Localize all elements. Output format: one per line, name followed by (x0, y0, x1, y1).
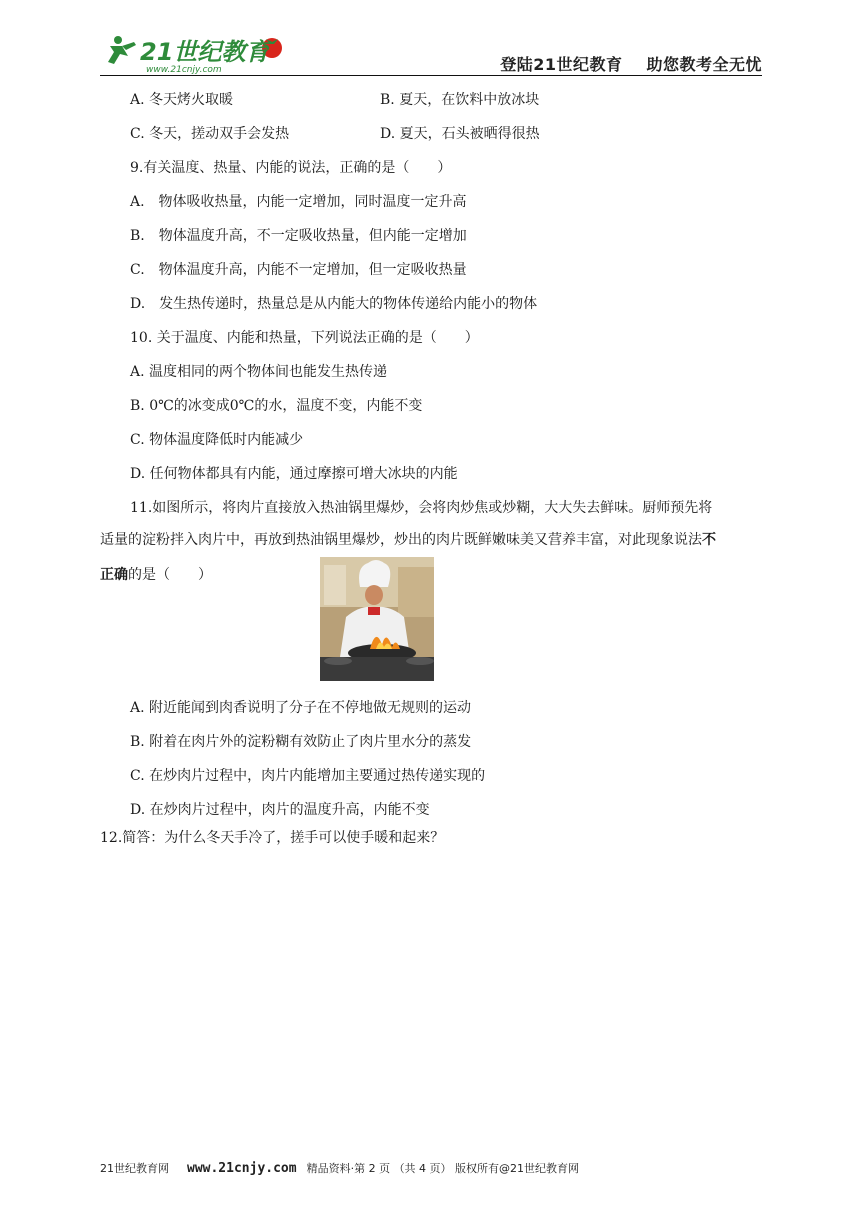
slogan-login: 登陆21世纪教育 (500, 55, 623, 74)
q11-emphasis-correct: 正确 (100, 567, 128, 583)
footer-brand: 21世纪教育网 (100, 1162, 169, 1175)
q11-option-c: C. 在炒肉片过程中，肉片内能增加主要通过热传递实现的 (130, 768, 486, 784)
q11-stem-line3-text: 的是（ ） (128, 567, 212, 583)
header-slogan (500, 52, 762, 75)
q11-stem-line1: 11.如图所示，将肉片直接放入热油锅里爆炒，会将肉炒焦或炒糊，大大失去鲜味。厨师预先将 (130, 500, 713, 516)
slogan-help: 助您教考全无忧 (646, 55, 762, 74)
q9-option-a: A. 物体吸收热量，内能一定增加，同时温度一定升高 (130, 194, 467, 210)
svg-text:www.21cnjy.com: www.21cnjy.com (146, 65, 222, 74)
page-header (100, 28, 762, 76)
q9-option-b: B. 物体温度升高，不一定吸收热量，但内能一定增加 (130, 228, 467, 244)
footer-site-link[interactable]: www.21cnjy.com (187, 1161, 297, 1176)
q10-option-c: C. 物体温度降低时内能减少 (130, 432, 304, 448)
q11-option-a: A. 附近能闻到肉香说明了分子在不停地做无规则的运动 (130, 700, 472, 716)
q8-option-c: C. 冬天，搓动双手会发热 (130, 126, 290, 142)
q8-option-b: B. 夏天，在饮料中放冰块 (380, 92, 540, 108)
q10-option-a: A. 温度相同的两个物体间也能发生热传递 (130, 364, 388, 380)
logo-21cnjy (100, 30, 290, 74)
q8-option-a: A. 冬天烤火取暖 (130, 92, 234, 108)
q9-option-d: D. 发生热传递时，热量总是从内能大的物体传递给内能小的物体 (130, 296, 538, 312)
q11-option-d: D. 在炒肉片过程中，肉片的温度升高，内能不变 (130, 802, 430, 818)
q10-stem: 10. 关于温度、内能和热量，下列说法正确的是（ ） (130, 330, 479, 346)
q10-option-d: D. 任何物体都具有内能，通过摩擦可增大冰块的内能 (130, 466, 458, 482)
q11-stem-line3 (100, 565, 212, 585)
q11-stem-line2 (100, 530, 716, 550)
q10-option-b: B. 0℃的冰变成0℃的水，温度不变，内能不变 (130, 398, 423, 414)
q11-stem-line2-text: 适量的淀粉拌入肉片中，再放到热油锅里爆炒，炒出的肉片既鲜嫩味美又营养丰富，对此现象说法 (100, 532, 702, 548)
q11-emphasis-not: 不 (702, 532, 716, 548)
q12-stem: 12.简答：为什么冬天手冷了，搓手可以使手暖和起来？ (100, 830, 445, 846)
q11-option-b: B. 附着在肉片外的淀粉糊有效防止了肉片里水分的蒸发 (130, 734, 472, 750)
q9-stem: 9.有关温度、热量、内能的说法，正确的是（ ） (130, 160, 452, 176)
q9-option-c: C. 物体温度升高，内能不一定增加，但一定吸收热量 (130, 262, 467, 278)
page-footer (100, 1160, 762, 1176)
header-divider (100, 75, 762, 76)
chef-cooking-photo (320, 557, 434, 681)
svg-text:21世纪教育: 21世纪教育 (140, 38, 270, 66)
q8-option-d: D. 夏天，石头被晒得很热 (380, 126, 540, 142)
footer-page-info: 精品资料·第 2 页 （共 4 页） 版权所有@21世纪教育网 (306, 1162, 580, 1175)
